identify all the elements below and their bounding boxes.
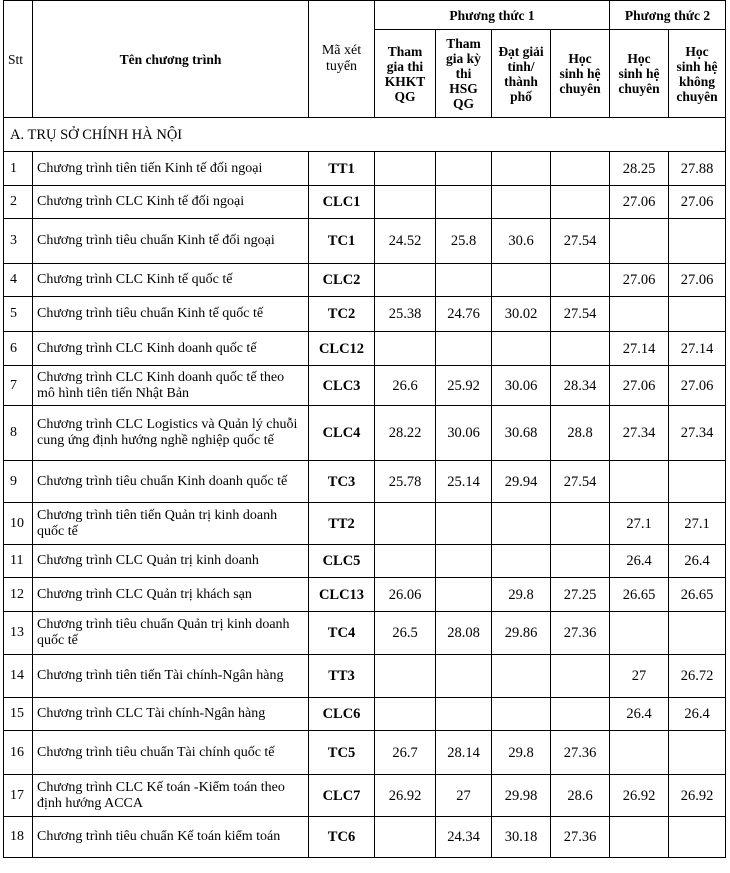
row-number: 14 bbox=[4, 655, 33, 698]
table-row bbox=[4, 219, 726, 264]
score-c5 bbox=[610, 219, 669, 264]
score-c3: 30.18 bbox=[492, 817, 551, 858]
score-c5 bbox=[610, 817, 669, 858]
score-c5 bbox=[610, 461, 669, 503]
table-row bbox=[4, 775, 726, 817]
program-code: TC6 bbox=[309, 817, 375, 858]
score-c5 bbox=[610, 612, 669, 655]
score-c3: 30.6 bbox=[492, 219, 551, 264]
score-c3: 30.06 bbox=[492, 366, 551, 406]
score-c5: 27.1 bbox=[610, 503, 669, 545]
score-c6: 27.06 bbox=[669, 186, 726, 219]
score-c6: 26.92 bbox=[669, 775, 726, 817]
program-code: TC3 bbox=[309, 461, 375, 503]
program-code: CLC12 bbox=[309, 332, 375, 366]
program-code: TT3 bbox=[309, 655, 375, 698]
section-title: A. TRỤ SỞ CHÍNH HÀ NỘI bbox=[4, 118, 726, 152]
score-c2 bbox=[436, 264, 492, 297]
score-c5: 27.06 bbox=[610, 186, 669, 219]
score-c2 bbox=[436, 332, 492, 366]
score-c2: 28.08 bbox=[436, 612, 492, 655]
program-code: CLC7 bbox=[309, 775, 375, 817]
program-name: Chương trình tiêu chuẩn Kinh tế quốc tế bbox=[33, 297, 309, 332]
program-name: Chương trình CLC Quản trị kinh doanh bbox=[33, 545, 309, 578]
program-name: Chương trình tiêu chuẩn Kinh tế đối ngoại bbox=[33, 219, 309, 264]
program-code: CLC13 bbox=[309, 578, 375, 612]
score-c6 bbox=[669, 219, 726, 264]
table-row bbox=[4, 461, 726, 503]
program-code: CLC5 bbox=[309, 545, 375, 578]
score-c5: 26.4 bbox=[610, 698, 669, 731]
score-c4: 28.8 bbox=[551, 406, 610, 461]
score-c1: 26.06 bbox=[375, 578, 436, 612]
score-c3 bbox=[492, 264, 551, 297]
header-m2-non-specialized: Học sinh hệ không chuyên bbox=[669, 30, 726, 118]
score-c2 bbox=[436, 503, 492, 545]
row-number: 13 bbox=[4, 612, 33, 655]
program-name: Chương trình tiêu chuẩn Quản trị kinh doanh quốc tế bbox=[33, 612, 309, 655]
score-c1: 26.7 bbox=[375, 731, 436, 775]
score-c6: 27.14 bbox=[669, 332, 726, 366]
program-name: Chương trình tiêu chuẩn Tài chính quốc tế bbox=[33, 731, 309, 775]
table-row bbox=[4, 406, 726, 461]
score-c6: 27.06 bbox=[669, 264, 726, 297]
admission-score-table bbox=[3, 0, 726, 858]
row-number: 8 bbox=[4, 406, 33, 461]
score-c4 bbox=[551, 152, 610, 186]
table-row bbox=[4, 297, 726, 332]
score-c2: 27 bbox=[436, 775, 492, 817]
program-name: Chương trình CLC Kinh tế quốc tế bbox=[33, 264, 309, 297]
row-number: 7 bbox=[4, 366, 33, 406]
row-number: 15 bbox=[4, 698, 33, 731]
score-c2 bbox=[436, 152, 492, 186]
score-c4: 27.54 bbox=[551, 219, 610, 264]
score-c5 bbox=[610, 297, 669, 332]
header-m1-science-fair: Tham gia thi KHKT QG bbox=[375, 30, 436, 118]
header-program: Tên chương trình bbox=[33, 1, 309, 118]
program-code: CLC3 bbox=[309, 366, 375, 406]
score-c2: 24.34 bbox=[436, 817, 492, 858]
score-c4: 28.34 bbox=[551, 366, 610, 406]
program-code: CLC1 bbox=[309, 186, 375, 219]
section-row bbox=[4, 118, 726, 152]
program-name: Chương trình CLC Quản trị khách sạn bbox=[33, 578, 309, 612]
score-c5: 28.25 bbox=[610, 152, 669, 186]
table-row bbox=[4, 612, 726, 655]
score-c2 bbox=[436, 655, 492, 698]
row-number: 4 bbox=[4, 264, 33, 297]
program-name: Chương trình CLC Kế toán -Kiểm toán theo định hướng ACCA bbox=[33, 775, 309, 817]
score-c6: 27.1 bbox=[669, 503, 726, 545]
score-c3: 29.86 bbox=[492, 612, 551, 655]
score-c2: 28.14 bbox=[436, 731, 492, 775]
row-number: 2 bbox=[4, 186, 33, 219]
header-code: Mã xét tuyển bbox=[309, 1, 375, 118]
score-c3: 29.8 bbox=[492, 731, 551, 775]
score-c2: 30.06 bbox=[436, 406, 492, 461]
score-c4: 27.36 bbox=[551, 731, 610, 775]
score-c2: 25.14 bbox=[436, 461, 492, 503]
program-name: Chương trình tiên tiến Tài chính-Ngân hàng bbox=[33, 655, 309, 698]
score-c2 bbox=[436, 578, 492, 612]
score-c6: 26.65 bbox=[669, 578, 726, 612]
table-row bbox=[4, 366, 726, 406]
score-c2: 25.8 bbox=[436, 219, 492, 264]
row-number: 5 bbox=[4, 297, 33, 332]
row-number: 16 bbox=[4, 731, 33, 775]
program-name: Chương trình CLC Logistics và Quản lý chuỗi cung ứng định hướng nghề nghiệp quốc tế bbox=[33, 406, 309, 461]
score-c2 bbox=[436, 698, 492, 731]
header-method-2: Phương thức 2 bbox=[610, 1, 726, 30]
table-row bbox=[4, 731, 726, 775]
score-c4 bbox=[551, 503, 610, 545]
score-c1 bbox=[375, 655, 436, 698]
score-c4: 27.54 bbox=[551, 297, 610, 332]
score-c5: 26.65 bbox=[610, 578, 669, 612]
score-c5: 27.06 bbox=[610, 264, 669, 297]
score-c3: 29.8 bbox=[492, 578, 551, 612]
score-c3 bbox=[492, 545, 551, 578]
row-number: 1 bbox=[4, 152, 33, 186]
score-c3 bbox=[492, 332, 551, 366]
header-m2-specialized: Học sinh hệ chuyên bbox=[610, 30, 669, 118]
header-m1-specialized: Học sinh hệ chuyên bbox=[551, 30, 610, 118]
program-name: Chương trình tiên tiến Kinh tế đối ngoại bbox=[33, 152, 309, 186]
score-c6 bbox=[669, 731, 726, 775]
score-c5: 27.14 bbox=[610, 332, 669, 366]
table-row bbox=[4, 264, 726, 297]
program-name: Chương trình CLC Kinh doanh quốc tế theo mô hình tiên tiến Nhật Bản bbox=[33, 366, 309, 406]
score-c4: 27.54 bbox=[551, 461, 610, 503]
score-c5: 26.92 bbox=[610, 775, 669, 817]
score-c5 bbox=[610, 731, 669, 775]
score-c6: 27.34 bbox=[669, 406, 726, 461]
program-name: Chương trình tiên tiến Quản trị kinh doanh quốc tế bbox=[33, 503, 309, 545]
score-c5: 26.4 bbox=[610, 545, 669, 578]
score-c1 bbox=[375, 503, 436, 545]
program-code: CLC6 bbox=[309, 698, 375, 731]
row-number: 11 bbox=[4, 545, 33, 578]
score-c4: 28.6 bbox=[551, 775, 610, 817]
program-name: Chương trình tiêu chuẩn Kinh doanh quốc tế bbox=[33, 461, 309, 503]
score-c1 bbox=[375, 817, 436, 858]
table-body bbox=[4, 118, 726, 858]
header-method-1: Phương thức 1 bbox=[375, 1, 610, 30]
program-name: Chương trình tiêu chuẩn Kế toán kiểm toán bbox=[33, 817, 309, 858]
score-c3: 29.98 bbox=[492, 775, 551, 817]
score-c5: 27.34 bbox=[610, 406, 669, 461]
program-code: TC2 bbox=[309, 297, 375, 332]
score-c4 bbox=[551, 698, 610, 731]
score-c4 bbox=[551, 186, 610, 219]
score-c4 bbox=[551, 545, 610, 578]
program-code: TC4 bbox=[309, 612, 375, 655]
program-name: Chương trình CLC Kinh doanh quốc tế bbox=[33, 332, 309, 366]
header-stt: Stt bbox=[4, 1, 33, 118]
row-number: 3 bbox=[4, 219, 33, 264]
score-c1 bbox=[375, 332, 436, 366]
score-c1 bbox=[375, 186, 436, 219]
score-c6: 27.06 bbox=[669, 366, 726, 406]
score-c1 bbox=[375, 152, 436, 186]
score-c6 bbox=[669, 612, 726, 655]
score-c2: 24.76 bbox=[436, 297, 492, 332]
score-c6: 26.4 bbox=[669, 545, 726, 578]
score-c1: 26.6 bbox=[375, 366, 436, 406]
table-row bbox=[4, 578, 726, 612]
score-c4: 27.36 bbox=[551, 817, 610, 858]
score-c3 bbox=[492, 698, 551, 731]
table-row bbox=[4, 817, 726, 858]
score-c2: 25.92 bbox=[436, 366, 492, 406]
score-c1 bbox=[375, 698, 436, 731]
row-number: 12 bbox=[4, 578, 33, 612]
score-c4: 27.36 bbox=[551, 612, 610, 655]
score-c3: 30.68 bbox=[492, 406, 551, 461]
score-c1 bbox=[375, 264, 436, 297]
score-c1: 26.92 bbox=[375, 775, 436, 817]
program-code: CLC2 bbox=[309, 264, 375, 297]
score-c1: 25.78 bbox=[375, 461, 436, 503]
score-c6 bbox=[669, 461, 726, 503]
program-code: TT1 bbox=[309, 152, 375, 186]
score-c3 bbox=[492, 152, 551, 186]
program-name: Chương trình CLC Tài chính-Ngân hàng bbox=[33, 698, 309, 731]
score-c3 bbox=[492, 186, 551, 219]
score-c2 bbox=[436, 545, 492, 578]
table-row bbox=[4, 698, 726, 731]
row-number: 10 bbox=[4, 503, 33, 545]
score-c5: 27.06 bbox=[610, 366, 669, 406]
row-number: 18 bbox=[4, 817, 33, 858]
header-m1-gifted-exam: Tham gia kỳ thi HSG QG bbox=[436, 30, 492, 118]
table-row bbox=[4, 655, 726, 698]
table-row bbox=[4, 332, 726, 366]
program-code: TC1 bbox=[309, 219, 375, 264]
row-number: 9 bbox=[4, 461, 33, 503]
row-number: 6 bbox=[4, 332, 33, 366]
program-name: Chương trình CLC Kinh tế đối ngoại bbox=[33, 186, 309, 219]
score-c4 bbox=[551, 655, 610, 698]
score-c1 bbox=[375, 545, 436, 578]
program-code: CLC4 bbox=[309, 406, 375, 461]
table-header bbox=[4, 1, 726, 118]
program-code: TC5 bbox=[309, 731, 375, 775]
score-c6 bbox=[669, 297, 726, 332]
score-c4: 27.25 bbox=[551, 578, 610, 612]
score-c6: 26.72 bbox=[669, 655, 726, 698]
program-code: TT2 bbox=[309, 503, 375, 545]
score-c6: 26.4 bbox=[669, 698, 726, 731]
score-c1: 24.52 bbox=[375, 219, 436, 264]
score-c2 bbox=[436, 186, 492, 219]
table-row bbox=[4, 186, 726, 219]
header-m1-provincial-prize: Đạt giải tỉnh/ thành phố bbox=[492, 30, 551, 118]
row-number: 17 bbox=[4, 775, 33, 817]
score-c6: 27.88 bbox=[669, 152, 726, 186]
score-c1: 25.38 bbox=[375, 297, 436, 332]
score-c6 bbox=[669, 817, 726, 858]
table-row bbox=[4, 545, 726, 578]
score-c3 bbox=[492, 655, 551, 698]
score-c5: 27 bbox=[610, 655, 669, 698]
score-c1: 28.22 bbox=[375, 406, 436, 461]
score-c4 bbox=[551, 332, 610, 366]
score-c3: 30.02 bbox=[492, 297, 551, 332]
table-row bbox=[4, 152, 726, 186]
score-c1: 26.5 bbox=[375, 612, 436, 655]
table-row bbox=[4, 503, 726, 545]
score-c3 bbox=[492, 503, 551, 545]
score-c4 bbox=[551, 264, 610, 297]
score-c3: 29.94 bbox=[492, 461, 551, 503]
